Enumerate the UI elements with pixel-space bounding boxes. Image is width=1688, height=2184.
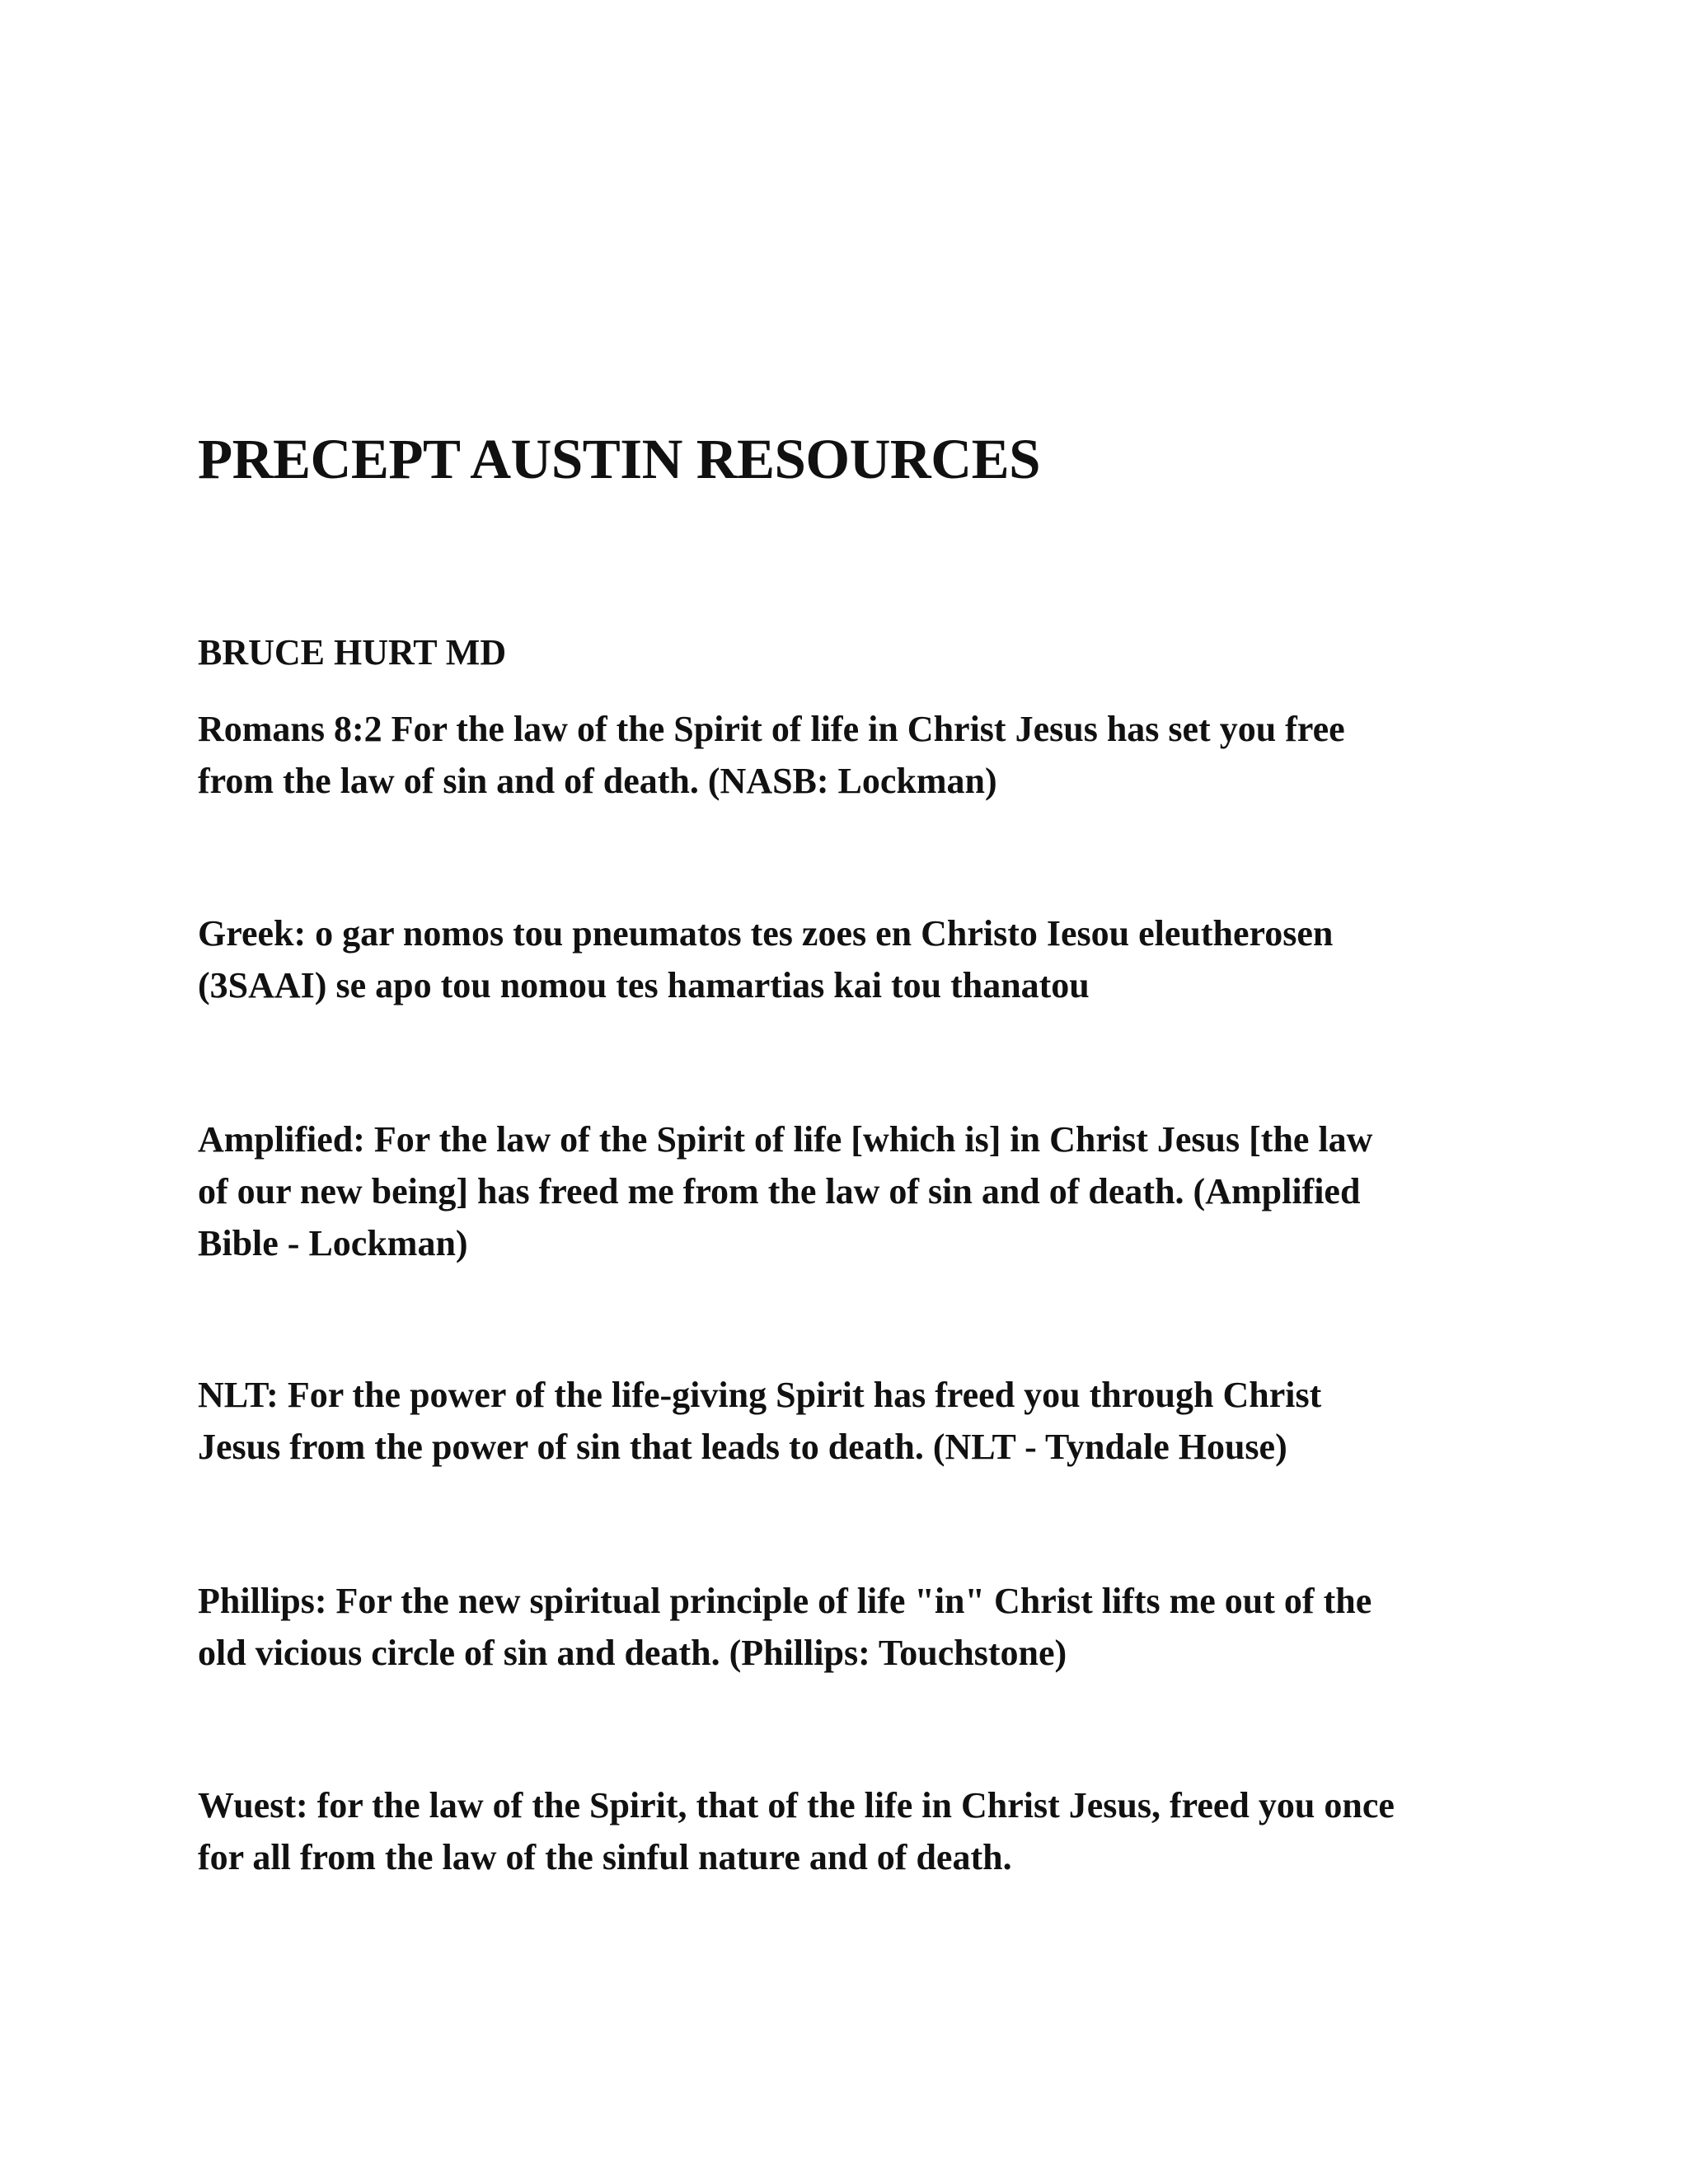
verse-wuest — [198, 1779, 1500, 1883]
verse-line: Greek: o gar nomos tou pneumatos tes zoes en Christo Iesou eleutherosen — [198, 913, 1334, 954]
verse-line: Jesus from the power of sin that leads to death. (NLT - Tyndale House) — [198, 1427, 1287, 1467]
verse-phillips — [198, 1575, 1500, 1679]
verse-nlt — [198, 1369, 1500, 1473]
verse-line: Amplified: For the law of the Spirit of life [which is] in Christ Jesus [the law — [198, 1119, 1373, 1160]
verse-nasb — [198, 703, 1500, 807]
page-title: PRECEPT AUSTIN RESOURCES — [198, 428, 1040, 490]
verse-line: NLT: For the power of the life-giving Spirit has freed you through Christ — [198, 1375, 1322, 1415]
verse-line: Phillips: For the new spiritual principle of life "in" Christ lifts me out of the — [198, 1581, 1372, 1621]
verse-line: Wuest: for the law of the Spirit, that of the life in Christ Jesus, freed you once — [198, 1785, 1395, 1825]
verse-line: old vicious circle of sin and death. (Phillips: Touchstone) — [198, 1633, 1067, 1673]
verse-line: (3SAAI) se apo tou nomou tes hamartias kai tou thanatou — [198, 965, 1090, 1005]
verse-amplified — [198, 1113, 1500, 1269]
verse-line: for all from the law of the sinful nature and of death. — [198, 1837, 1012, 1877]
author-name: BRUCE HURT MD — [198, 632, 507, 673]
verse-line: from the law of sin and of death. (NASB: Lockman) — [198, 761, 997, 801]
verse-greek — [198, 907, 1500, 1011]
verse-line: Romans 8:2 For the law of the Spirit of life in Christ Jesus has set you free — [198, 709, 1345, 749]
verse-line: of our new being] has freed me from the law of sin and of death. (Amplified — [198, 1171, 1361, 1212]
verse-line: Bible - Lockman) — [198, 1223, 468, 1263]
